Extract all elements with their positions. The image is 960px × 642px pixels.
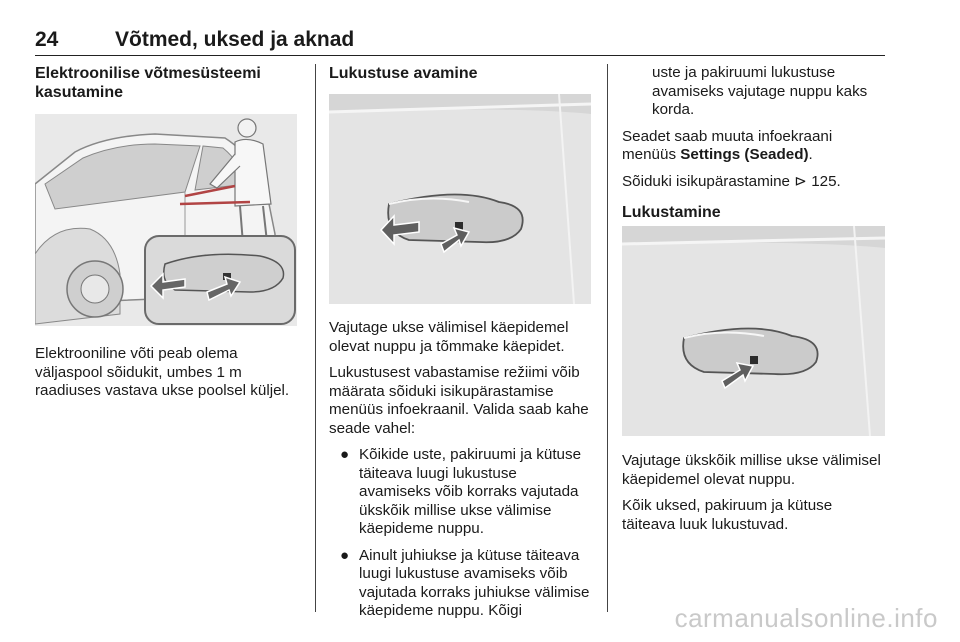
bullet-continuation: uste ja pakiruumi lukustuse avamiseks vajutage nuppu kaks korda. <box>652 64 868 118</box>
column-1 <box>35 64 297 102</box>
settings-menu-name: Settings (Seaded) <box>680 146 809 163</box>
lock-result: Kõik uksed, pakiruum ja kütuse täiteava luuk lukustuvad. <box>622 497 833 533</box>
unlock-instruction: Vajutage ukse välimisel käepidemel olevat nuppu ja tõmmake käepidet. <box>329 319 569 355</box>
bullet-icon: ● <box>340 446 350 463</box>
column-1-text <box>35 345 297 409</box>
electronic-key-paragraph: Elektrooniline võti peab olema väljaspool sõidukit, umbes 1 m raadiuses vastava ukse poolsel küljel. <box>35 345 290 399</box>
personalisation-reference: Sõiduki isikupärastamine ⊳ 125. <box>622 172 841 190</box>
door-handle-unlock-illustration <box>329 94 591 304</box>
column-3-text <box>622 452 885 542</box>
settings-paragraph: Seadet saab muuta infoekraani menüüs Settings (Seaded). <box>622 127 833 163</box>
door-handle-lock-drawing <box>622 226 885 436</box>
unlock-mode-intro: Lukustusest vabastamise režiimi võib määrata sõiduki isikupärastamise menüüs infoekraanil. Valida saab kahe seade vahel: <box>329 364 589 437</box>
column-3-heading <box>622 203 885 222</box>
page-number: 24 <box>35 28 59 51</box>
list-item: ● Kõikide uste, pakiruumi ja kütuse täiteava luugi lukustuse avamiseks võib korraks vajutada ükskõik millise ukse välimise käepideme nuppu. <box>340 446 582 537</box>
column-divider-2 <box>607 64 608 612</box>
section-heading-electronic-key: Elektroonilise võtmesüsteemi kasutamine <box>35 65 261 101</box>
section-heading-locking: Lukustamine <box>622 204 721 221</box>
unlock-options-list <box>329 446 591 621</box>
page-header <box>35 28 885 52</box>
column-3-top-text <box>622 64 885 199</box>
lock-instruction: Vajutage ükskõik millise ukse välimisel käepidemel olevat nuppu. <box>622 452 881 488</box>
bullet-icon: ● <box>340 546 350 564</box>
header-rule <box>35 55 885 56</box>
section-heading-unlocking: Lukustuse avamine <box>329 65 478 82</box>
page-reference-icon: ⊳ <box>794 172 807 190</box>
door-handle-lock-illustration <box>622 226 885 436</box>
car-with-person-drawing <box>35 114 297 326</box>
column-2-heading <box>329 64 591 83</box>
column-divider-1 <box>315 64 316 612</box>
car-door-illustration <box>35 114 297 326</box>
list-item: ● Ainult juhiukse ja kütuse täiteava luugi lukustuse avamiseks võib vajutada korraks juhiukse välimise käepideme nuppu. Kõigi <box>340 546 590 619</box>
door-handle-unlock-drawing <box>329 94 591 304</box>
chapter-title: Võtmed, uksed ja aknad <box>115 28 355 51</box>
watermark: carmanualsonline.info <box>674 603 938 633</box>
column-2-text <box>329 319 591 629</box>
